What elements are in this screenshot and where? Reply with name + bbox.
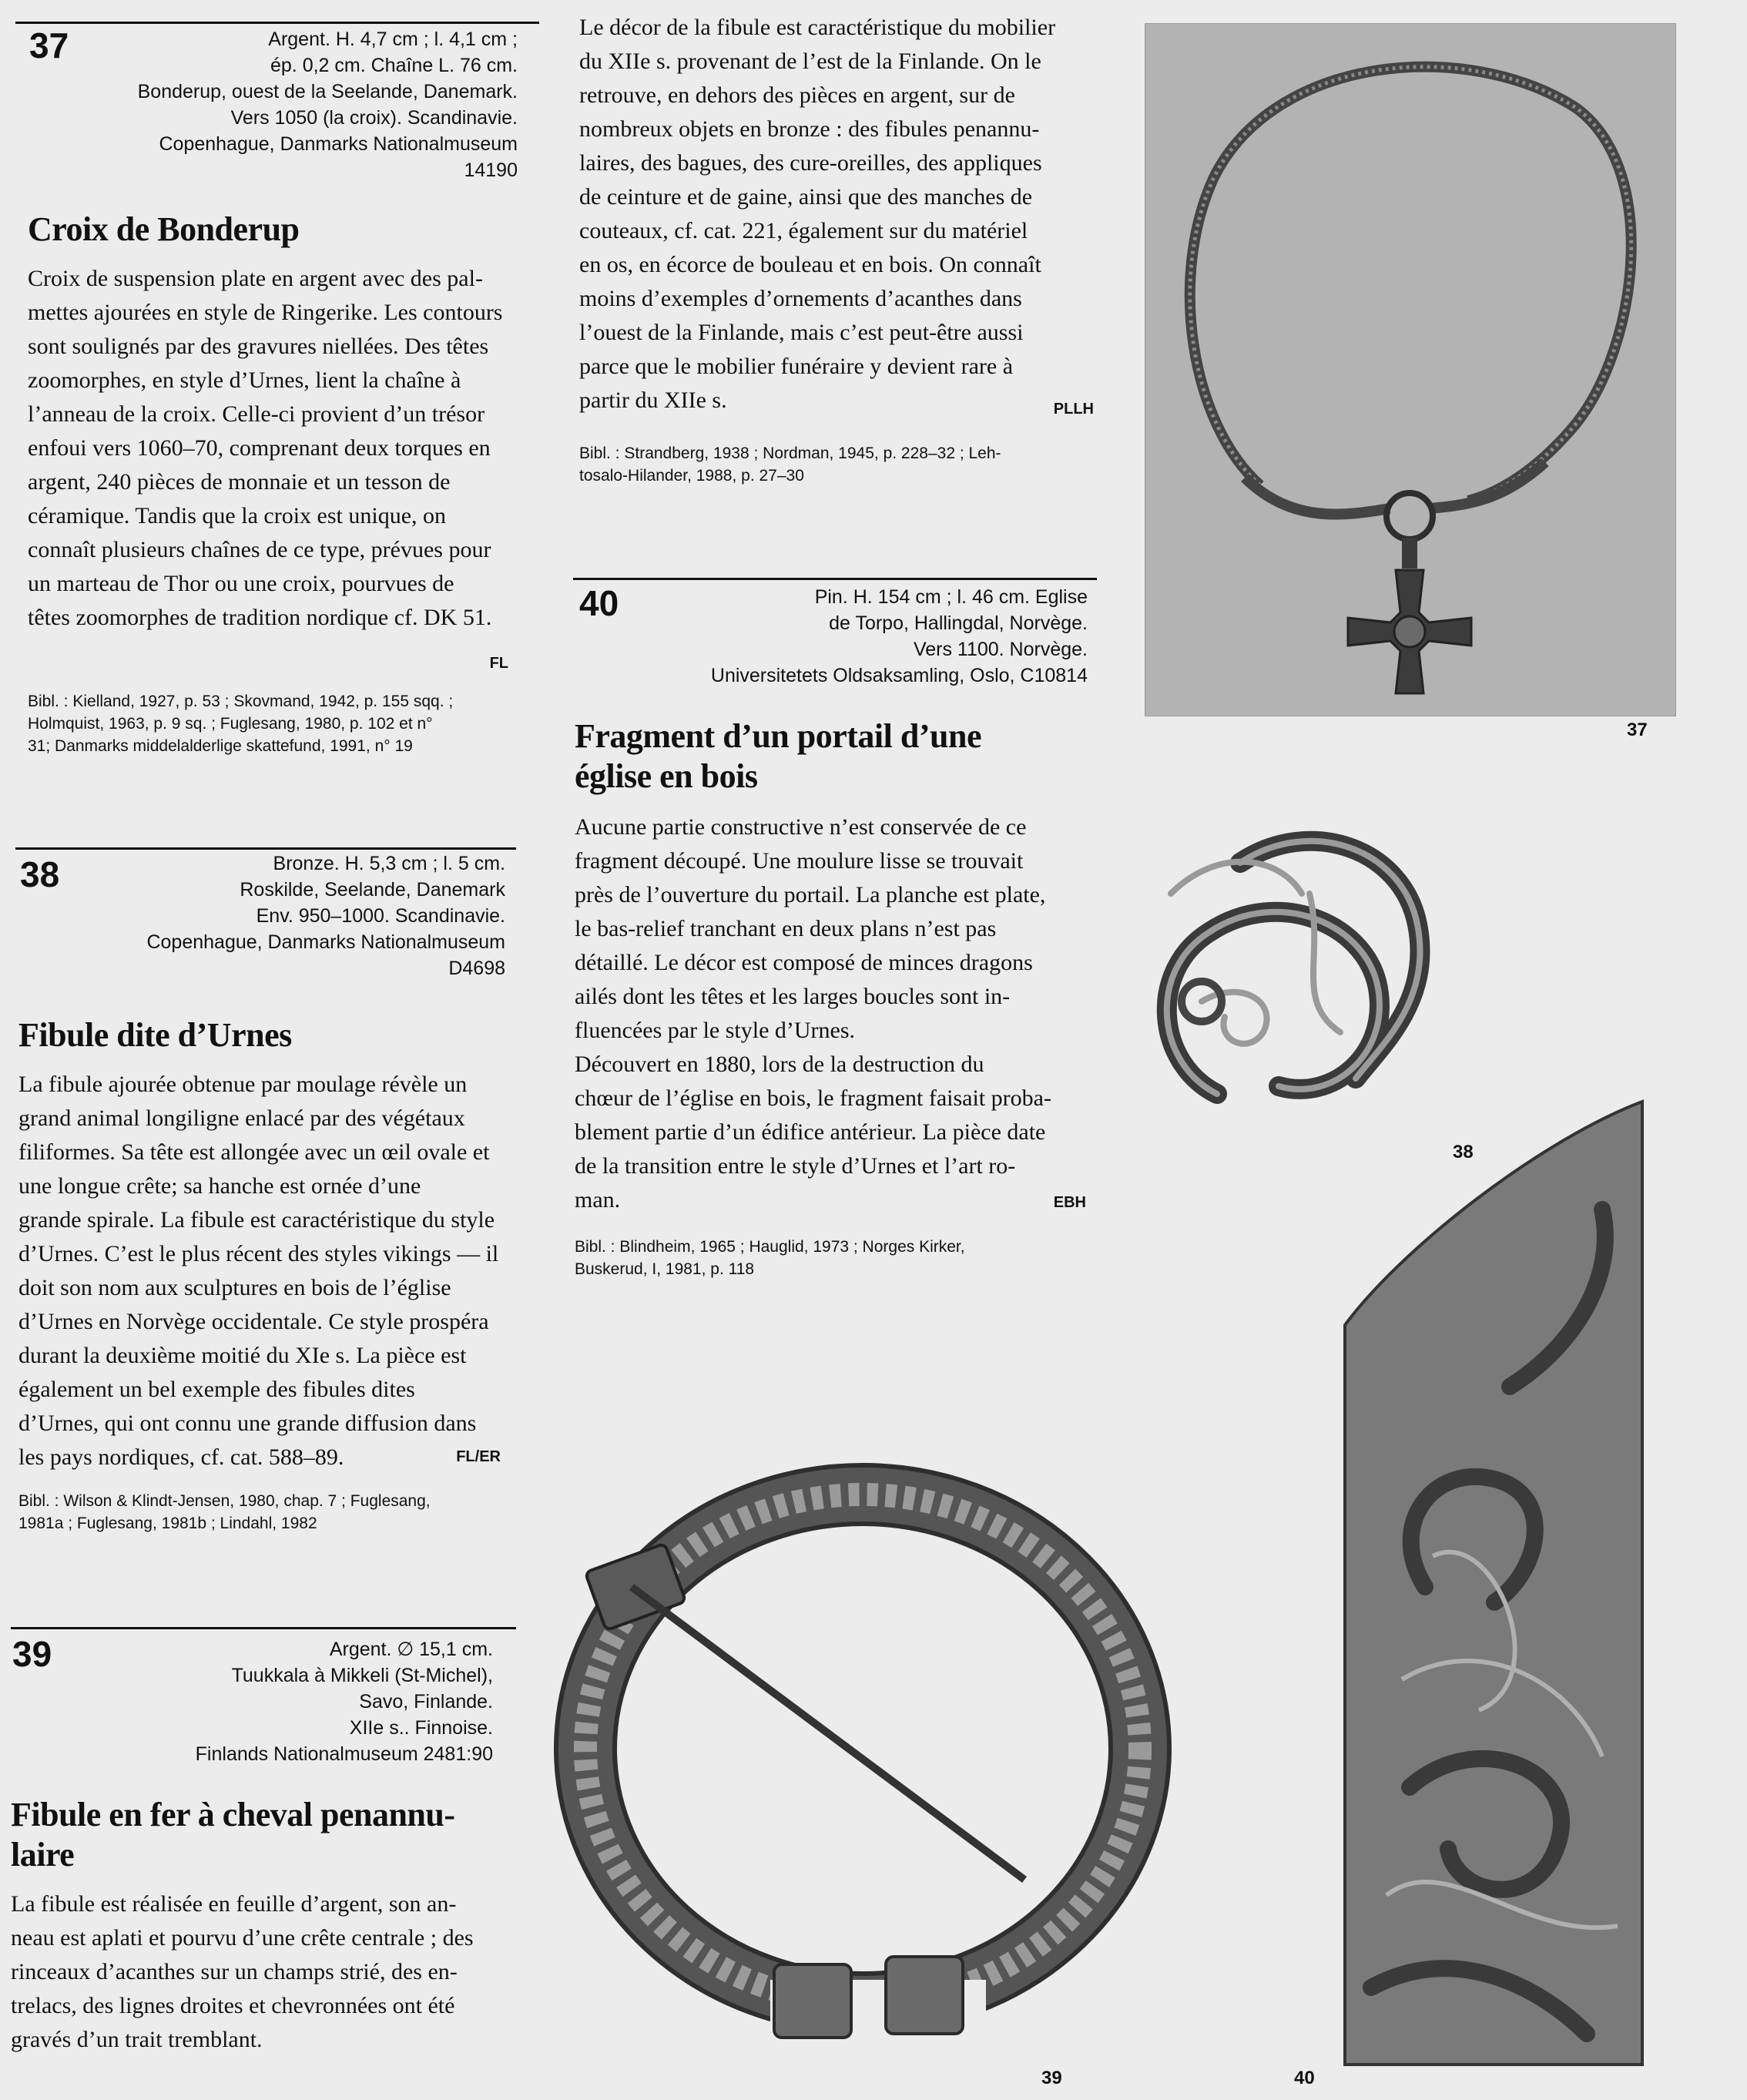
entry-39-title (11, 1795, 519, 1875)
body-line: grand animal longiligne enlacé par des végétaux (18, 1105, 465, 1131)
body-line: également un bel exemple des fibules dites (18, 1377, 415, 1402)
title-line: laire (11, 1836, 75, 1874)
entry-37-meta-line: Bonderup, ouest de la Seelande, Danemark. (137, 81, 518, 102)
entry-38-initials: FL/ER (456, 1448, 501, 1465)
body-line: en os, en écorce de bouleau et en bois. On connaît (579, 252, 1041, 277)
title-line: Fragment d’un portail d’une (575, 717, 981, 755)
body-line: nombreux objets en bronze : des fibules penannu- (579, 116, 1040, 142)
bibl-line: tosalo-Hilander, 1988, p. 27–30 (579, 467, 804, 485)
body-line: blement partie d’un édifice antérieur. La pièce date (575, 1119, 1046, 1145)
entry-39-bibliography (579, 442, 1103, 487)
body-line: neau est aplati et pourvu d’une crête centrale ; des (11, 1925, 474, 1951)
body-line: d’Urnes, qui ont connu une grande diffusion dans (18, 1411, 477, 1436)
entry-38-meta-line: Copenhague, Danmarks Nationalmuseum (146, 931, 505, 953)
body-line: moins d’exemples d’ornements d’acanthes dans (579, 286, 1022, 311)
photo-39-caption: 39 (1041, 2068, 1062, 2088)
body-line: ailés dont les têtes et les larges boucles sont in- (575, 984, 1011, 1009)
bibl-line: Bibl. : Kielland, 1927, p. 53 ; Skovmand, 1942, p. 155 sqq. ; (28, 693, 454, 710)
title-line: église en bois (575, 757, 758, 795)
body-line: Découvert en 1880, lors de la destruction du (575, 1052, 984, 1077)
body-line: l’anneau de la croix. Celle-ci provient d’un trésor (28, 401, 485, 427)
body-line: Croix de suspension plate en argent avec des pal- (28, 266, 483, 291)
entry-38-meta (69, 850, 505, 981)
body-line: connaît plusieurs chaînes de ce type, prévues pour (28, 537, 491, 562)
body-line: fragment découpé. Une moulure lisse se trouvait (575, 848, 1024, 874)
photo-necklace-cross (1145, 23, 1676, 716)
entry-39-meta-line: Tuukkala à Mikkeli (St-Michel), (231, 1665, 493, 1686)
body-line: une longue crête; sa hanche est ornée d’une (18, 1173, 421, 1199)
photo-urnes-brooch (1125, 801, 1464, 1140)
entry-39-body (11, 1887, 519, 2057)
entry-38-body (18, 1068, 519, 1474)
body-line: parce que le mobilier funéraire y devient rare à (579, 354, 1014, 379)
photo-38-caption: 38 (1453, 1142, 1474, 1162)
body-line: zoomorphes, en style d’Urnes, lient la chaîne à (28, 367, 461, 393)
body-line: enfoui vers 1060–70, comprenant deux torques en (28, 435, 491, 461)
body-line: d’Urnes. C’est le plus récent des styles vikings — il (18, 1241, 499, 1266)
body-line: fluencées par le style d’Urnes. (575, 1018, 856, 1043)
body-line: gravés d’un trait tremblant. (11, 2027, 263, 2052)
body-line: de ceinture et de gaine, ainsi que des manches de (579, 184, 1033, 210)
body-line: le bas-relief tranchant en deux plans n’est pas (575, 916, 997, 941)
entry-39-number: 39 (12, 1634, 52, 1674)
body-line: têtes zoomorphes de tradition nordique cf. DK 51. (28, 605, 492, 630)
entry-40-number: 40 (579, 583, 619, 623)
bibl-line: 31; Danmarks middelalderlige skattefund, 1991, n° 19 (28, 737, 413, 755)
body-line: durant la deuxième moitié du XIe s. La pièce est (18, 1343, 467, 1368)
entry-37-body (28, 262, 528, 635)
bibl-line: Bibl. : Wilson & Klindt-Jensen, 1980, chap. 7 ; Fuglesang, (18, 1492, 431, 1510)
body-line: sont soulignés par des gravures niellées. Des têtes (28, 334, 489, 359)
body-line: La fibule est réalisée en feuille d’argent, son an- (11, 1891, 457, 1917)
entry-40-rule (573, 578, 1097, 580)
entry-39-continuation (579, 11, 1095, 418)
entry-37-meta-line: Copenhague, Danmarks Nationalmuseum (159, 133, 518, 155)
body-line: l’ouest de la Finlande, mais c’est peut-être aussi (579, 320, 1024, 345)
bibl-line: Bibl. : Strandberg, 1938 ; Nordman, 1945, p. 228–32 ; Leh- (579, 444, 1001, 462)
entry-40-body (575, 810, 1098, 1217)
body-line: doit son nom aux sculptures en bois de l’église (18, 1275, 451, 1300)
entry-38-bibliography (18, 1490, 519, 1535)
body-line: les pays nordiques, cf. cat. 588–89. (18, 1444, 344, 1470)
body-line (28, 296, 528, 330)
photo-40-caption: 40 (1294, 2068, 1315, 2088)
entry-40-initials: EBH (1053, 1194, 1086, 1211)
body-line: argent, 240 pièces de monnaie et un tesson de (28, 469, 451, 495)
body-line: La fibule ajourée obtenue par moulage révèle un (18, 1072, 468, 1097)
entry-39-meta-line: Finlands Nationalmuseum 2481:90 (195, 1743, 493, 1765)
body-line: près de l’ouverture du portail. La planche est plate, (575, 882, 1046, 907)
body-line: Aucune partie constructive n’est conservée de ce (575, 814, 1027, 840)
body-line: trelacs, des lignes droites et chevronnées ont été (11, 1993, 455, 2018)
entry-37-meta-line: 14190 (464, 159, 518, 181)
bibl-line: Bibl. : Blindheim, 1965 ; Hauglid, 1973 ; Norges Kirker, (575, 1238, 965, 1256)
body-line: détaillé. Le décor est composé de minces dragons (575, 950, 1033, 975)
body-line: laires, des bagues, des cure-oreilles, des appliques (579, 150, 1042, 176)
entry-37-title: Croix de Bonderup (28, 210, 300, 248)
entry-40-meta-line: Vers 1100. Norvège. (913, 639, 1088, 660)
body-line: du XIIe s. provenant de l’est de la Finlande. On le (579, 49, 1041, 74)
body-line: d’Urnes en Norvège occidentale. Ce style prospéra (18, 1309, 489, 1334)
entry-38-meta-line: Roskilde, Seelande, Danemark (240, 879, 505, 901)
body-line: de la transition entre le style d’Urnes et l’art ro- (575, 1153, 1016, 1179)
body-line: couteaux, cf. cat. 221, également sur du matériel (579, 218, 1028, 243)
body-line: man. (575, 1187, 621, 1213)
entry-40-bibliography (575, 1236, 1098, 1280)
body-line: retrouve, en dehors des pièces en argent, sur de (579, 82, 1015, 108)
body-line: grande spirale. La fibule est caractéristique du style (18, 1207, 495, 1233)
entry-39-meta-line: Savo, Finlande. (359, 1691, 493, 1713)
entry-39-meta (62, 1636, 493, 1767)
entry-38-title: Fibule dite d’Urnes (18, 1016, 292, 1054)
entry-38-meta-line: Env. 950–1000. Scandinavie. (256, 905, 505, 927)
bibl-line: Holmquist, 1963, p. 9 sq. ; Fuglesang, 1980, p. 102 et n° (28, 715, 433, 733)
entry-37-meta-line: Vers 1050 (la croix). Scandinavie. (230, 107, 518, 129)
entry-37-number: 37 (29, 25, 69, 65)
entry-37-initials: FL (489, 655, 508, 672)
photo-penannular-brooch (539, 1448, 1202, 2065)
entry-40-meta-line: de Torpo, Hallingdal, Norvège. (829, 612, 1088, 634)
body-line: rinceaux d’acanthes sur un champs strié, des en- (11, 1959, 458, 1984)
entry-37-meta-line: Argent. H. 4,7 cm ; l. 4,1 cm ; (268, 29, 518, 50)
bibl-line: 1981a ; Fuglesang, 1981b ; Lindahl, 1982 (18, 1515, 317, 1532)
entry-39-rule (11, 1627, 516, 1629)
body-line: céramique. Tandis que la croix est unique, on (28, 503, 447, 528)
entry-40-meta (632, 584, 1088, 689)
entry-39-initials: PLLH (1053, 401, 1094, 418)
entry-40-title (575, 716, 1098, 797)
body-line: Le décor de la fibule est caractéristique du mobilier (579, 15, 1056, 40)
body-line: un marteau de Thor ou une croix, pourvues de (28, 571, 454, 596)
body-line: filiformes. Sa tête est allongée avec un œil ovale et (18, 1139, 490, 1165)
entry-40-meta-line: Universitetets Oldsaksamling, Oslo, C10814 (710, 665, 1088, 686)
entry-38-meta-line: Bronze. H. 5,3 cm ; l. 5 cm. (273, 853, 505, 874)
photo-37-caption: 37 (1627, 720, 1648, 740)
entry-37-meta-line: ép. 0,2 cm. Chaîne L. 76 cm. (270, 55, 518, 76)
entry-37-bibliography (28, 690, 528, 757)
body-line: chœur de l’église en bois, le fragment faisait proba- (575, 1085, 1051, 1111)
photo-carved-portal-fragment (1340, 1094, 1648, 2072)
entry-39-meta-line: Argent. ∅ 15,1 cm. (329, 1639, 493, 1660)
entry-40-meta-line: Pin. H. 154 cm ; l. 46 cm. Eglise (814, 586, 1088, 608)
bibl-line: Buskerud, I, 1981, p. 118 (575, 1260, 755, 1278)
entry-37-rule (15, 22, 539, 24)
entry-39-meta-line: XIIe s.. Finnoise. (349, 1717, 493, 1739)
entry-38-number: 38 (20, 854, 60, 894)
body-line-text: mettes ajourées en style de Ringerike. Les contours (28, 300, 503, 325)
body-line: partir du XIIe s. (579, 387, 727, 413)
title-line: Fibule en fer à cheval penannu- (11, 1796, 455, 1833)
entry-38-meta-line: D4698 (448, 958, 505, 979)
entry-37-meta (77, 26, 518, 183)
entry-38-rule (15, 847, 516, 850)
